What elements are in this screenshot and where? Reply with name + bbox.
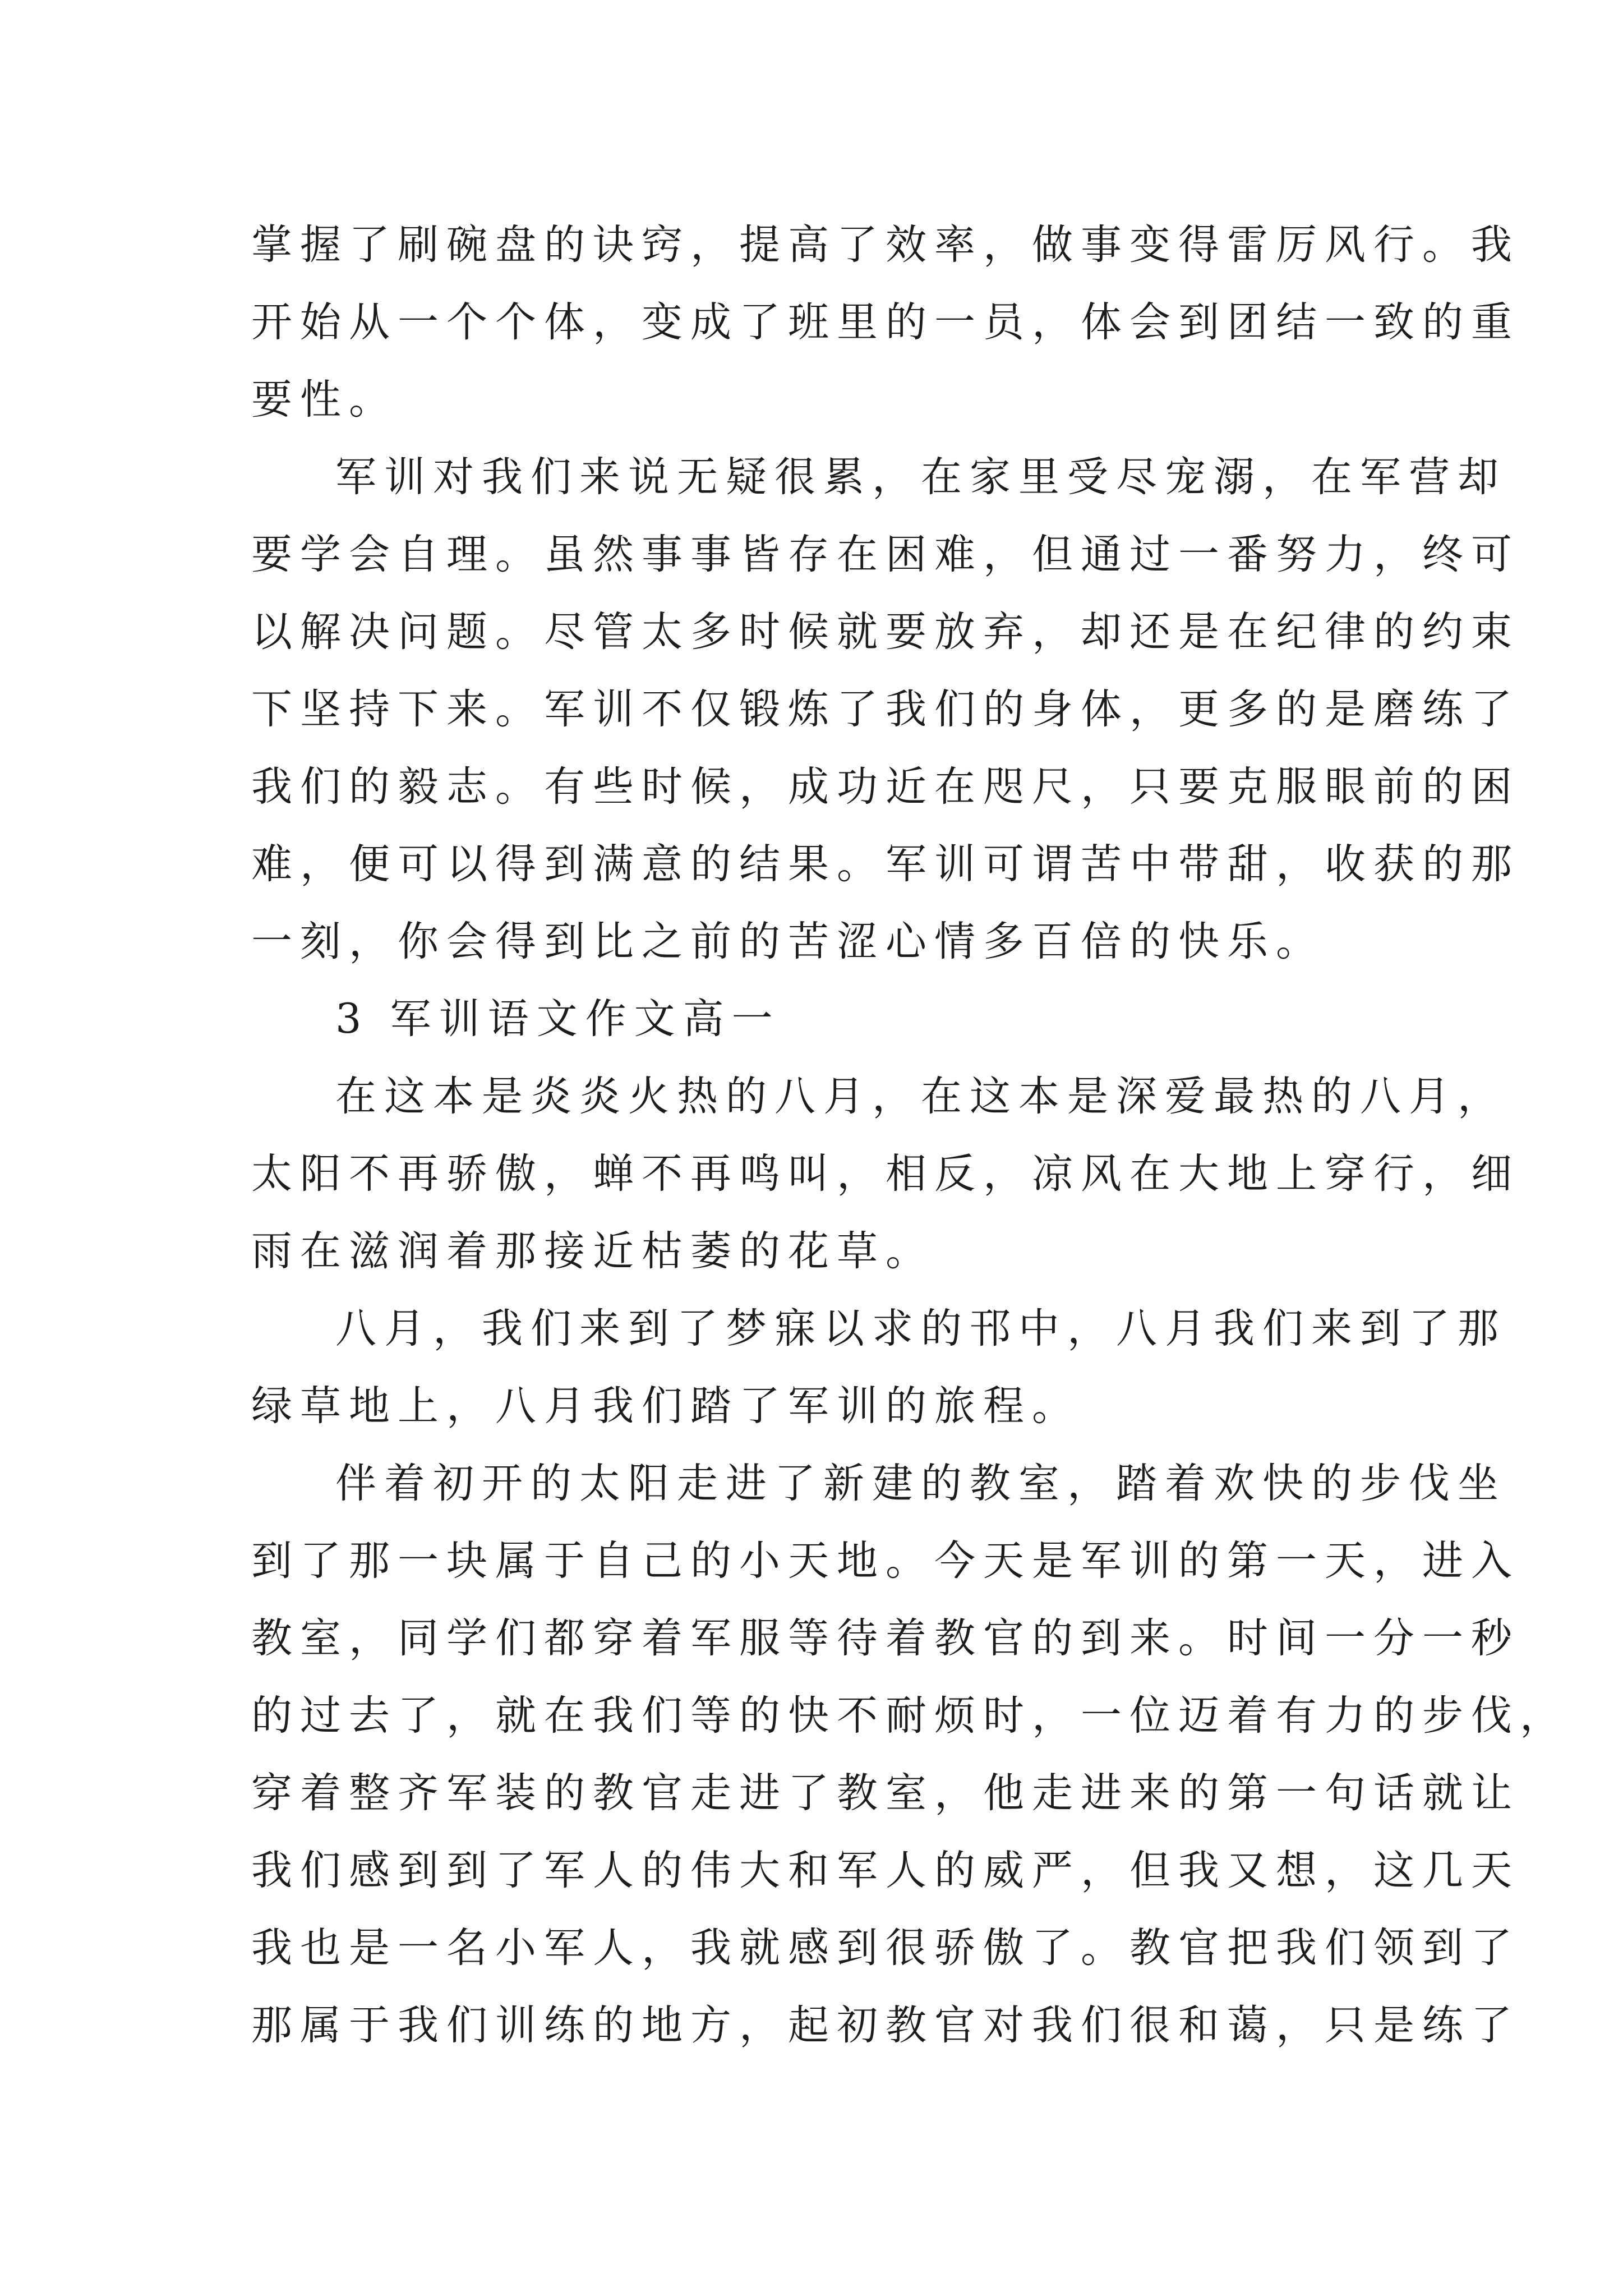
section-heading — [251, 981, 1390, 1058]
text-line: 的过去了，就在我们等的快不耐烦时，一位迈着有力的步伐， — [251, 1692, 1569, 1740]
text-line: 我们的毅志。有些时候，成功近在咫尺，只要克服眼前的困 — [251, 763, 1520, 811]
text-line: 教室，同学们都穿着军服等待着教官的到来。时间一分一秒 — [251, 1614, 1520, 1662]
text-line: 掌握了刷碗盘的诀窍，提高了效率，做事变得雷厉风行。我 — [251, 221, 1520, 269]
text-line: 要学会自理。虽然事事皆存在困难，但通过一番努力，终可 — [251, 531, 1520, 578]
text-line: 要性。 — [251, 376, 398, 424]
text-line: 难，便可以得到满意的结果。军训可谓苦中带甜，收获的那 — [251, 840, 1520, 888]
text-line: 那属于我们训练的地方，起初教官对我们很和蔼，只是练了 — [251, 2001, 1520, 2049]
text-line: 开始从一个个体，变成了班里的一员，体会到团结一致的重 — [251, 298, 1520, 346]
paragraph — [251, 1058, 1520, 1290]
text-line: 八月，我们来到了梦寐以求的邗中，八月我们来到了那 — [335, 1305, 1506, 1352]
text-line: 我们感到到了军人的伟大和军人的威严，但我又想，这几天 — [251, 1847, 1520, 1894]
text-line: 一刻，你会得到比之前的苦涩心情多百倍的快乐。 — [251, 918, 1325, 965]
text-line: 在这本是炎炎火热的八月，在这本是深爱最热的八月， — [335, 1073, 1506, 1120]
text-line: 军训对我们来说无疑很累，在家里受尽宠溺，在军营却 — [335, 453, 1506, 501]
section-heading-text: 3 军训语文作文高一 — [335, 995, 781, 1043]
text-line: 以解决问题。尽管太多时候就要放弃，却还是在纪律的约束 — [251, 608, 1520, 656]
text-line: 雨在滋润着那接近枯萎的花草。 — [251, 1227, 934, 1275]
text-line: 到了那一块属于自己的小天地。今天是军训的第一天，进入 — [251, 1537, 1520, 1585]
text-line: 我也是一名小军人，我就感到很骄傲了。教官把我们领到了 — [251, 1924, 1520, 1972]
text-line: 穿着整齐军装的教官走进了教室，他走进来的第一句话就让 — [251, 1769, 1520, 1817]
text-line: 太阳不再骄傲，蝉不再鸣叫，相反，凉风在大地上穿行，细 — [251, 1150, 1520, 1198]
paragraph — [251, 206, 1520, 439]
paragraph — [251, 1290, 1506, 1445]
text-line: 下坚持下来。军训不仅锻炼了我们的身体，更多的是磨练了 — [251, 685, 1520, 733]
paragraph — [251, 1445, 1569, 2064]
paragraph — [251, 439, 1520, 981]
text-line: 绿草地上，八月我们踏了军训的旅程。 — [251, 1382, 1081, 1430]
document-body — [251, 206, 1569, 2064]
text-line: 伴着初开的太阳走进了新建的教室，踏着欢快的步伐坐 — [335, 1460, 1506, 1507]
